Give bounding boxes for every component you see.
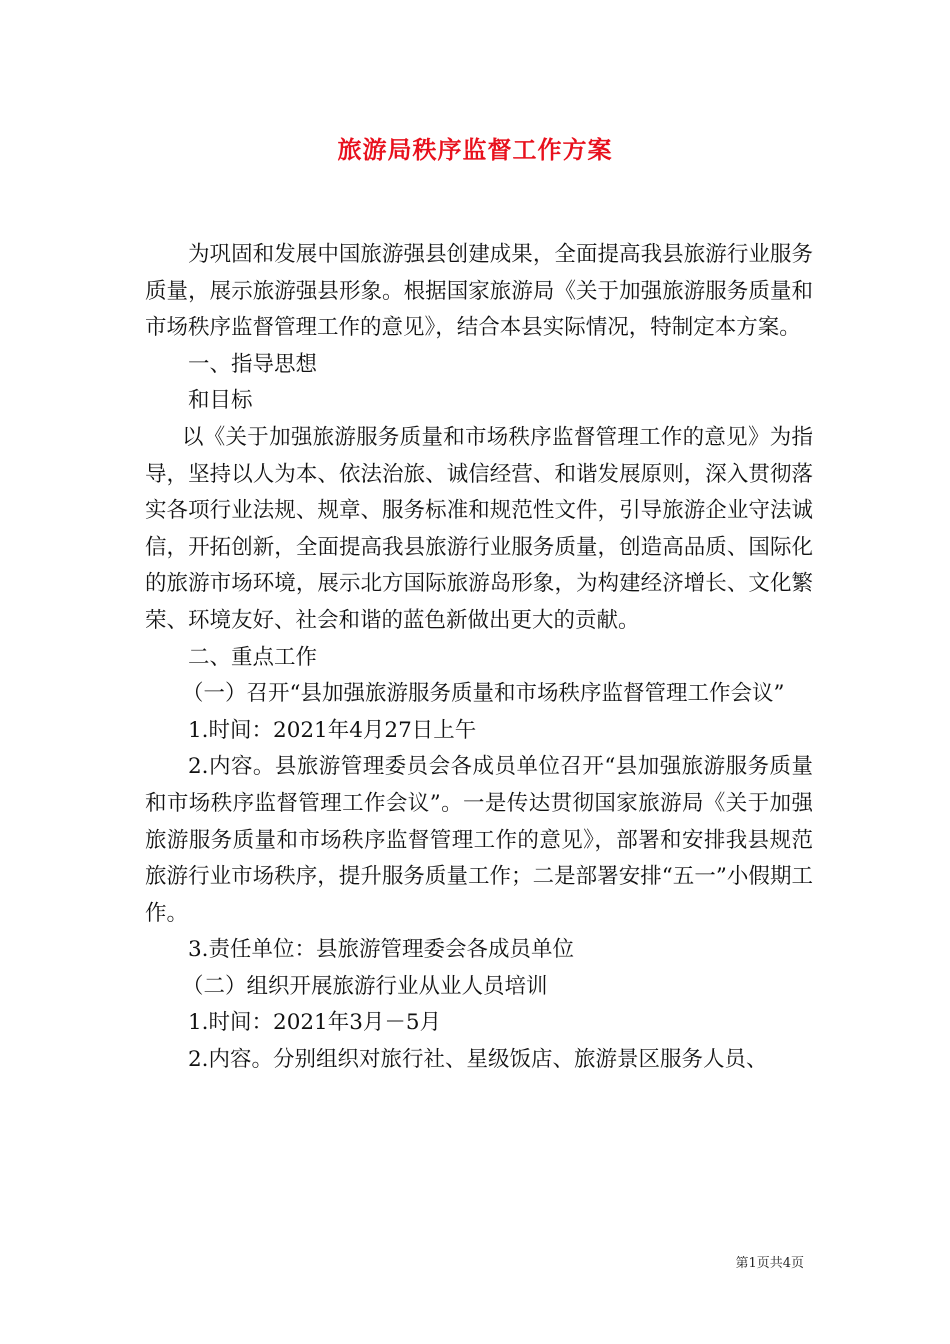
paragraph-guidance: 以《关于加强旅游服务质量和市场秩序监督管理工作的意见》为指导，坚持以人为本、依法治旅、诚信经营、和谐发展原则，深入贯彻落实各项行业法规、规章、服务标准和规范性文件，引导旅游企业守法诚信，开拓创新，全面提高我县旅游行业服务质量，创造高品质、国际化的旅游市场环境，展示北方国际旅游岛形象，为构建经济增长、文化繁荣、环境友好、社会和谐的蓝色新做出更大的贡献。 — [145, 424, 813, 633]
paragraph-intro: 为巩固和发展中国旅游强县创建成果，全面提高我县旅游行业服务质量，展示旅游强县形象。根据国家旅游局《关于加强旅游服务质量和市场秩序监督管理工作的意见》，结合本县实际情况，特制定本方案。 — [145, 242, 813, 341]
page-number: 第1页共4页 — [735, 1256, 804, 1271]
subsection-heading-2: （二）组织开展旅游行业从业人员培训 — [182, 973, 548, 999]
list-item-time-2: 1.时间：2021年3月－5月 — [188, 1010, 442, 1036]
list-item-responsible-1: 3.责任单位：县旅游管理委会各成员单位 — [188, 937, 575, 963]
subsection-heading-1: （一）召开“县加强旅游服务质量和市场秩序监督管理工作会议” — [182, 681, 785, 707]
document-body — [145, 237, 813, 1079]
section-heading-2: 二、重点工作 — [188, 644, 318, 670]
list-item-content-2: 2.内容。分别组织对旅行社、星级饭店、旅游景区服务人员、 — [188, 1047, 768, 1073]
document-title: 旅游局秩序监督工作方案 — [337, 136, 613, 164]
section-heading-1: 一、指导思想 — [188, 351, 318, 377]
list-item-time-1: 1.时间：2021年4月27日上午 — [188, 717, 477, 743]
list-item-content-1: 2.内容。县旅游管理委员会各成员单位召开“县加强旅游服务质量和市场秩序监督管理工作会议”。一是传达贯彻国家旅游局《关于加强旅游服务质量和市场秩序监督管理工作的意见》，部署和安排我县规范旅游行业市场秩序，提升服务质量工作；二是部署安排“五一”小假期工作。 — [145, 754, 813, 926]
section-heading-1-cont: 和目标 — [188, 388, 253, 414]
